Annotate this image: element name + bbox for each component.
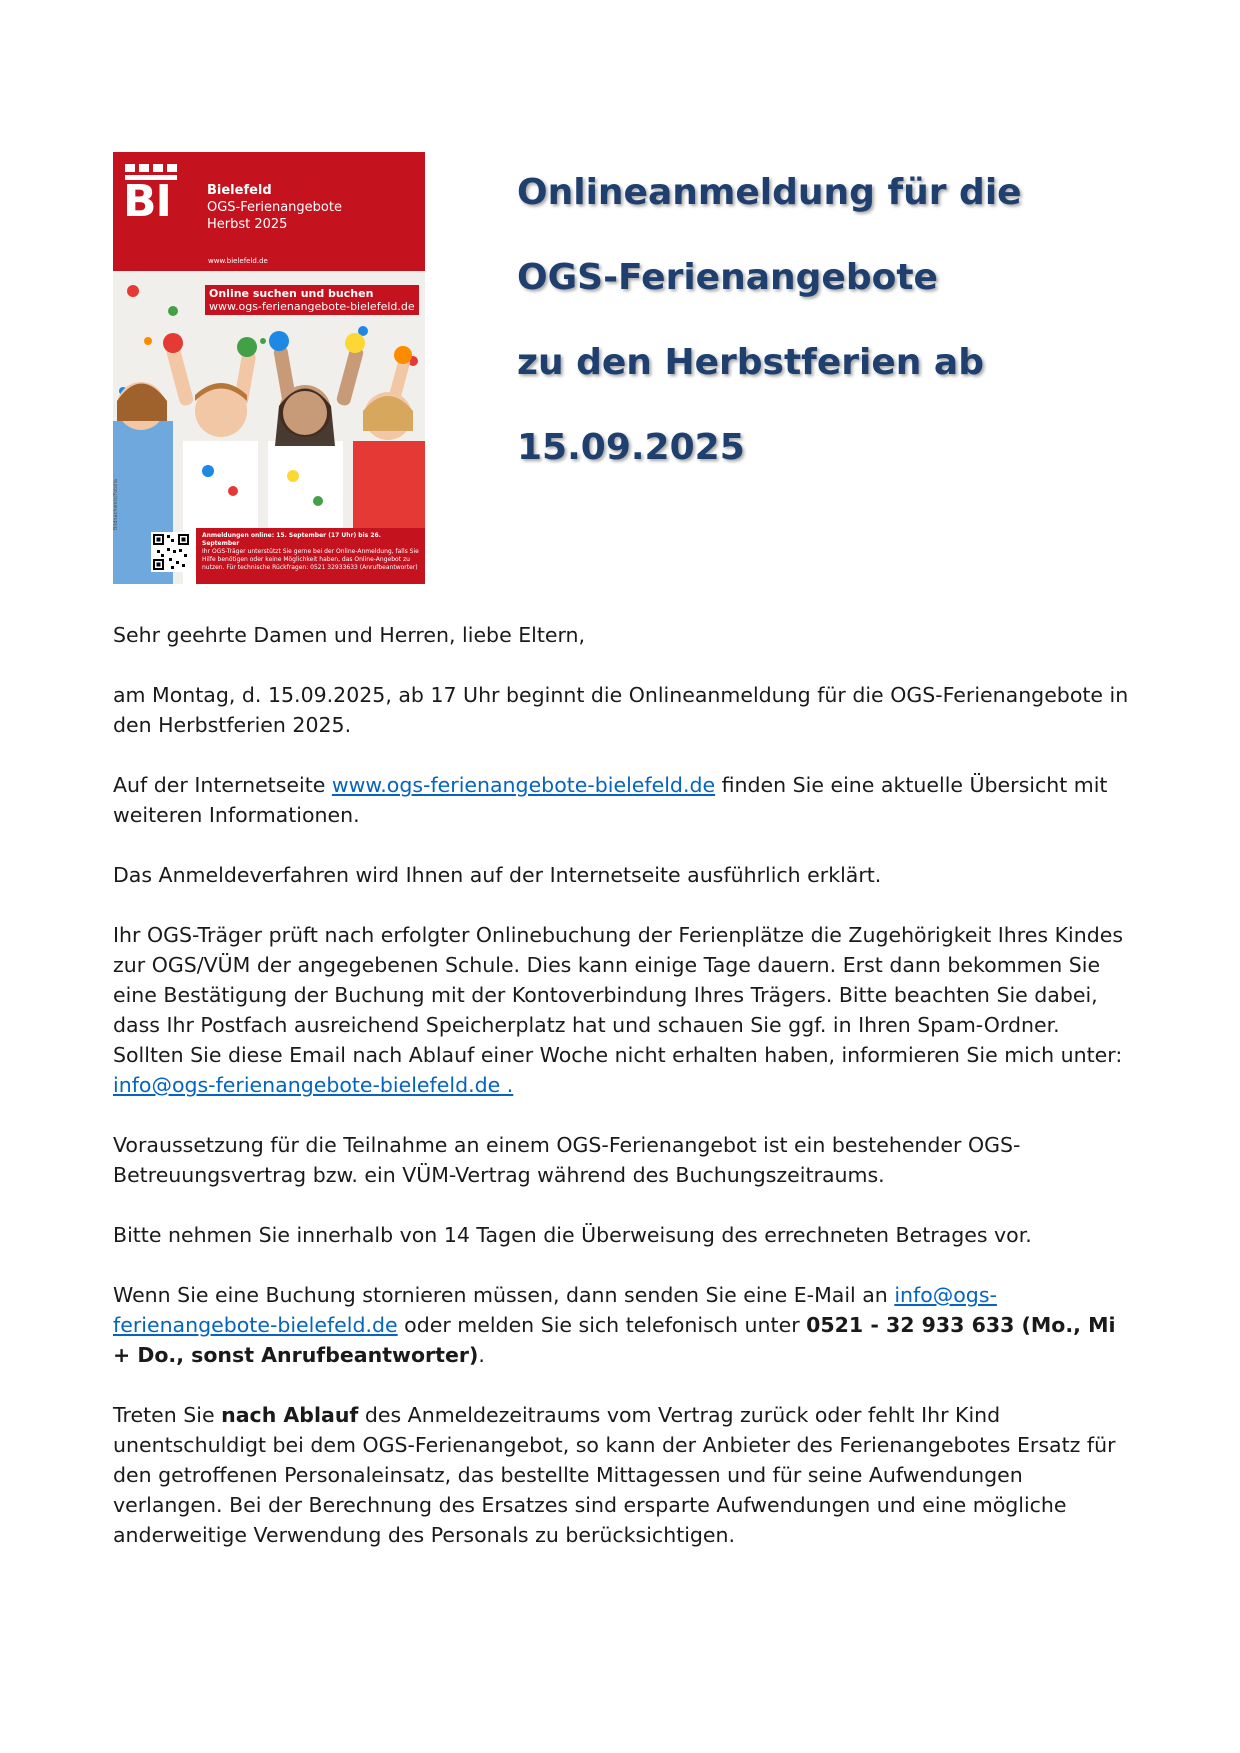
email-link[interactable]: info@ogs-ferienangebote-bielefeld.de . bbox=[113, 1073, 514, 1097]
flyer-image bbox=[113, 152, 425, 584]
paragraph-payment: Bitte nehmen Sie innerhalb von 14 Tagen die Überweisung des errechneten Betrages vor. bbox=[113, 1223, 1032, 1247]
paragraph-requirement: Voraussetzung für die Teilnahme an einem OGS-Ferienangebot ist ein bestehender OGS-Betreuungsvertrag bzw. ein VÜM-Vertrag während des Buchungszeitraums. bbox=[113, 1133, 1021, 1187]
flyer-season: Herbst 2025 bbox=[207, 217, 288, 232]
flyer-title bbox=[207, 182, 342, 233]
flyer-bottom-text: Ihr OGS-Träger unterstützt Sie gerne bei der Online-Anmeldung, falls Sie Hilfe benötigen oder keine Möglichkeit haben, das Online-Angebot zu nutzen. Für technische Rückfragen: 0521 32933633 (Anrufbeantworter) bbox=[202, 548, 419, 571]
flyer-banner-url: www.ogs-ferienangebote-bielefeld.de bbox=[209, 300, 415, 313]
greeting: Sehr geehrte Damen und Herren, liebe Eltern, bbox=[113, 623, 586, 647]
cancellation-email-link[interactable]: info@ogs-ferienangebote-bielefeld.de bbox=[113, 1283, 997, 1337]
paragraph-procedure: Das Anmeldeverfahren wird Ihnen auf der Internetseite ausführlich erklärt. bbox=[113, 863, 882, 887]
heading-line-3: zu den Herbstferien ab bbox=[517, 342, 984, 383]
flyer-website: www.bielefeld.de bbox=[208, 257, 268, 265]
paragraph-cancellation: Wenn Sie eine Buchung stornieren müssen, dann senden Sie eine E-Mail an info@ogs-ferienangebote-bielefeld.de oder melden Sie sich telefonisch unter 0521 - 32 933 633 (Mo., Mi + Do., sonst Anrufbeantworter). bbox=[113, 1283, 1116, 1367]
heading-line-2: OGS-Ferienangebote bbox=[517, 257, 938, 298]
website-link[interactable]: www.ogs-ferienangebote-bielefeld.de bbox=[331, 773, 716, 797]
paragraph-start-date: am Montag, d. 15.09.2025, ab 17 Uhr beginnt die Onlineanmeldung für die OGS-Ferienangebote in den Herbstferien 2025. bbox=[113, 683, 1129, 737]
paragraph-website: Auf der Internetseite www.ogs-ferienangebote-bielefeld.de finden Sie eine aktuelle Übersicht mit weiteren Informationen. bbox=[113, 773, 1108, 827]
flyer-banner-title: Online suchen und buchen bbox=[209, 287, 374, 300]
flyer-bottom-box bbox=[196, 528, 425, 584]
qr-code bbox=[151, 532, 191, 572]
flyer-city: Bielefeld bbox=[207, 183, 272, 198]
flyer-header bbox=[113, 152, 425, 255]
flyer-bottom-title: Anmeldungen online: 15. September (17 Uhr) bis 26. September bbox=[202, 532, 381, 547]
flyer-banner bbox=[205, 285, 419, 315]
flyer-subtitle: OGS-Ferienangebote bbox=[207, 200, 342, 215]
phone-number: 0521 - 32 933 633 (Mo., Mi + Do., sonst Anrufbeantworter) bbox=[113, 1313, 1116, 1367]
page-heading bbox=[517, 150, 1217, 490]
paragraph-withdrawal: Treten Sie nach Ablauf des Anmeldezeitraums vom Vertrag zurück oder fehlt Ihr Kind unentschuldigt bei dem OGS-Ferienangebot, so kann der Anbieter des Ferienangebotes Ersatz für den getroffenen Personaleinsatz, das bestellte Mittagessen und für seine Aufwendungen verlangen. Bei der Berechnung des Ersatzes sind ersparte Aufwendungen und eine mögliche anderweitige Verwendung des Personals zu berücksichtigen. bbox=[113, 1403, 1116, 1547]
heading-line-4: 15.09.2025 bbox=[517, 427, 745, 468]
heading-line-1: Onlineanmeldung für die bbox=[517, 172, 1022, 213]
bielefeld-logo: BI bbox=[125, 164, 177, 234]
paragraph-confirmation: Ihr OGS-Träger prüft nach erfolgter Onlinebuchung der Ferienplätze die Zugehörigkeit Ihres Kindes zur OGS/VÜM der angegebenen Schule. Dies kann einige Tage dauern. Erst dann bekommen Sie eine Bestätigung der Buchung mit der Kontoverbindung Ihres Trägers. Bitte beachten Sie dabei, dass Ihr Postfach ausreichend Speicherplatz hat und schauen Sie ggf. in Ihren Spam-Ordner. Sollten Sie diese Email nach Ablauf einer Woche nicht erhalten haben, informieren Sie mich unter: info@ogs-ferienangebote-bielefeld.de . bbox=[113, 923, 1124, 1097]
letter-body bbox=[113, 620, 1133, 1580]
photo-credit: Bildnachweis/Fotolia bbox=[113, 479, 119, 530]
